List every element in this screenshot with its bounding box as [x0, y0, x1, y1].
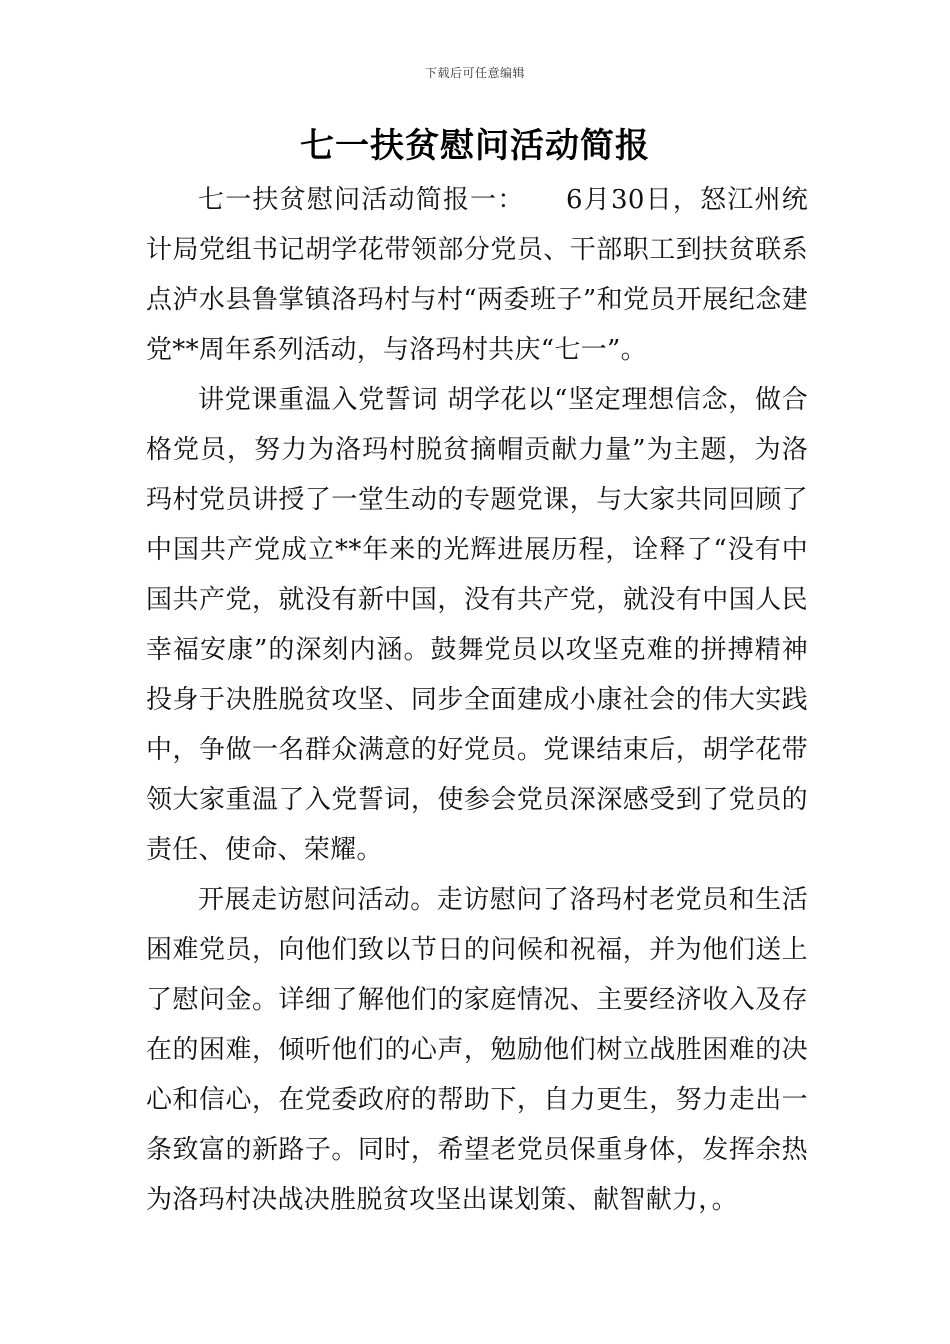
- paragraph-party-lecture: 讲党课重温入党誓词 胡学花以“坚定理想信念，做合格党员，努力为洛玛村脱贫摘帽贡献力量”为主题，为洛玛村党员讲授了一堂生动的专题党课，与大家共同回顾了中国共产党成立**年来的光辉进展历程，诠释了“没有中国共产党，就没有新中国，没有共产党，就没有中国人民幸福安康”的深刻内涵。鼓舞党员以攻坚克难的拼搏精神投身于决胜脱贫攻坚、同步全面建成小康社会的伟大实践中，争做一名群众满意的好党员。党课结束后，胡学花带领大家重温了入党誓词，使参会党员深深感受到了党员的责任、使命、荣耀。: [146, 385, 808, 865]
- document-body: [146, 175, 808, 1225]
- paragraph-visit-activity: 开展走访慰问活动。走访慰问了洛玛村老党员和生活困难党员，向他们致以节日的问候和祝福，并为他们送上了慰问金。详细了解他们的家庭情况、主要经济收入及存在的困难，倾听他们的心声，勉励他们树立战胜困难的决心和信心，在党委政府的帮助下，自力更生，努力走出一条致富的新路子。同时，希望老党员保重身体，发挥余热为洛玛村决战决胜脱贫攻坚出谋划策、献智献力，。: [146, 885, 808, 1215]
- document-title: 七一扶贫慰问活动简报: [300, 126, 650, 166]
- header-note: 下载后可任意编辑: [424, 66, 525, 80]
- paragraph-intro: 七一扶贫慰问活动简报一： 6月30日，怒江州统计局党组书记胡学花带领部分党员、干部职工到扶贫联系点泸水县鲁掌镇洛玛村与村“两委班子”和党员开展纪念建党**周年系列活动，与洛玛村共庆“七一”。: [146, 185, 808, 365]
